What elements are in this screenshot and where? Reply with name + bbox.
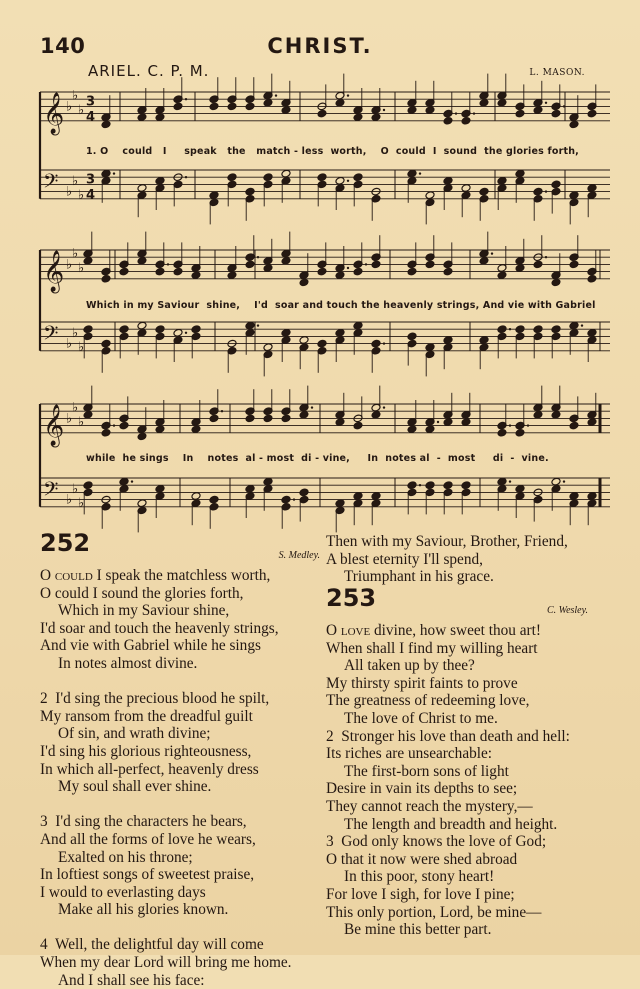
stanza-line: divine, how sweet thou art!	[370, 622, 541, 639]
note-head	[173, 102, 183, 111]
note-head	[569, 260, 579, 269]
stanza-line: My ransom from the dreadful guilt	[40, 707, 253, 725]
bass-clef-icon: 𝄢	[43, 321, 59, 350]
note-head	[443, 336, 453, 345]
note-head	[227, 271, 237, 280]
note-head	[407, 332, 417, 341]
time-signature-top: 3	[86, 172, 96, 188]
dot-mark	[383, 406, 385, 408]
dot-mark	[437, 421, 439, 423]
stanza-line: The first-born sons of light	[344, 762, 509, 780]
note-head	[281, 169, 291, 178]
note-head	[461, 418, 471, 427]
hymn-number: 253	[326, 584, 377, 612]
note-head	[209, 495, 219, 504]
note-head	[101, 120, 111, 129]
note-head	[515, 264, 525, 273]
note-head	[479, 98, 489, 107]
note-head	[407, 425, 417, 434]
note-head	[155, 325, 165, 334]
hymn-252-verses	[40, 585, 320, 989]
note-head	[461, 116, 471, 125]
note-head	[497, 176, 507, 185]
page-title: CHRIST.	[267, 34, 373, 58]
note-head	[371, 492, 381, 501]
note-head	[155, 176, 165, 185]
dot-mark	[131, 480, 133, 482]
dot-mark	[581, 324, 583, 326]
stanza-line: The love of Christ to me.	[344, 709, 498, 727]
note-head	[281, 106, 291, 115]
note-head	[281, 328, 291, 337]
note-head	[587, 418, 597, 427]
flat-sign-icon: ♭	[78, 340, 85, 356]
note-head	[317, 173, 327, 182]
dot-mark	[185, 98, 187, 100]
note-head	[173, 328, 183, 337]
score-lyric-line-3: while he sings In notes al - most di - vine, In notes al - most di - vine.	[86, 453, 549, 464]
hymn-252-continued	[326, 533, 606, 586]
stanza-line: I'd soar and touch the heavenly strings,	[40, 619, 279, 637]
hymn-253	[326, 584, 588, 939]
note-head	[119, 477, 129, 486]
dot-mark	[545, 102, 547, 104]
dot-mark	[293, 498, 295, 500]
dot-mark	[599, 495, 601, 497]
note-head	[569, 191, 579, 200]
note-head	[155, 113, 165, 122]
note-head	[101, 428, 111, 437]
dot-mark	[365, 263, 367, 265]
time-signature-top: 3	[86, 94, 96, 110]
score-lyric-line-2: Which in my Saviour shine, I'd soar and touch the heavenly strings, And vie with Gabriel	[86, 300, 596, 311]
note-head	[497, 271, 507, 280]
stanza-line: Be mine this better part.	[344, 921, 492, 939]
note-head	[155, 484, 165, 493]
note-head	[245, 321, 255, 330]
note-head	[335, 98, 345, 107]
dot-mark	[509, 328, 511, 330]
hymn-253-verses	[326, 640, 588, 939]
dot-mark	[167, 263, 169, 265]
flat-sign-icon: ♭	[66, 492, 73, 508]
stanza-line: When shall I find my willing heart	[326, 639, 538, 657]
note-head	[425, 425, 435, 434]
note-head	[263, 343, 273, 352]
note-head	[497, 477, 507, 486]
note-head	[533, 106, 543, 115]
note-head	[83, 481, 93, 490]
note-head	[101, 274, 111, 283]
dot-mark	[545, 256, 547, 258]
stanza-gap	[40, 673, 320, 691]
note-head	[245, 187, 255, 196]
stanza-line: The length and breadth and height.	[344, 815, 558, 833]
flat-sign-icon: ♭	[78, 188, 85, 204]
stanza-line: This only portion, Lord, be mine—	[326, 903, 542, 921]
bass-clef-icon: 𝄢	[43, 169, 59, 198]
note-head	[353, 421, 363, 430]
note-head	[191, 271, 201, 280]
note-head	[353, 321, 363, 330]
dot-mark	[473, 112, 475, 114]
dot-mark	[347, 94, 349, 96]
note-head	[353, 267, 363, 276]
stanza-line: O could I sound the glories forth,	[40, 584, 244, 602]
note-head	[137, 321, 147, 330]
stanza-line: And all the forms of love he wears,	[40, 830, 256, 848]
time-signature-bottom: 4	[86, 109, 96, 125]
note-head	[281, 256, 291, 265]
note-head	[515, 484, 525, 493]
note-head	[263, 414, 273, 423]
note-head	[101, 339, 111, 348]
note-head	[425, 343, 435, 352]
note-head	[299, 488, 309, 497]
note-head	[533, 325, 543, 334]
stanza-line: In this poor, stony heart!	[344, 868, 495, 886]
note-head	[227, 102, 237, 111]
dot-mark	[113, 172, 115, 174]
note-head	[335, 328, 345, 337]
note-head	[551, 109, 561, 118]
note-head	[299, 410, 309, 419]
note-head	[155, 425, 165, 434]
stanza-line: 4 Well, the delightful day will come	[40, 936, 264, 954]
stanza-gap	[40, 919, 320, 937]
note-head	[371, 410, 381, 419]
stanza-line: Exalted on his throne;	[58, 848, 193, 866]
dot-mark	[509, 424, 511, 426]
dot-mark	[257, 324, 259, 326]
stanza-line: I speak the matchless worth,	[92, 567, 271, 584]
flat-sign-icon: ♭	[78, 103, 85, 118]
flat-sign-icon: ♭	[66, 99, 73, 115]
stanza-line: 2 Stronger his love than death and hell:	[326, 727, 570, 745]
dot-mark	[185, 332, 187, 334]
dot-mark	[419, 172, 421, 174]
note-head	[137, 184, 147, 193]
note-head	[83, 325, 93, 334]
dot-mark	[185, 176, 187, 178]
note-head	[569, 120, 579, 129]
bass-clef-icon: 𝄢	[43, 477, 59, 506]
dot-mark	[311, 406, 313, 408]
note-head	[317, 109, 327, 118]
score-lyric-line-1: 1. O could I speak the match - less worth, O could I sound the glories forth,	[86, 146, 579, 157]
hymn-252	[40, 529, 320, 989]
note-head	[317, 267, 327, 276]
flat-sign-icon: ♭	[72, 173, 79, 189]
note-head	[263, 477, 273, 486]
note-head	[173, 267, 183, 276]
note-head	[569, 492, 579, 501]
stanza-line: In loftiest songs of sweetest praise,	[40, 866, 255, 884]
note-head	[227, 173, 237, 182]
note-head	[587, 274, 597, 283]
flat-sign-icon: ♭	[66, 257, 73, 273]
stanza-line: I would to everlasting days	[40, 883, 206, 901]
note-head	[587, 328, 597, 337]
dot-mark	[527, 424, 529, 426]
note-head	[263, 264, 273, 273]
dot-mark	[221, 410, 223, 412]
note-head	[569, 321, 579, 330]
stanza-line: 3 I'd sing the characters he bears,	[40, 813, 247, 831]
note-head	[515, 325, 525, 334]
stanza-line: 2 I'd sing the precious blood he spilt,	[40, 690, 270, 708]
stanza-line: A blest eternity I'll spend,	[326, 550, 483, 568]
note-head	[533, 260, 543, 269]
stanza-line: And I shall see his face:	[58, 971, 205, 989]
stanza-line: For love I sigh, for love I pine;	[326, 885, 515, 903]
note-head	[209, 191, 219, 200]
note-head	[191, 325, 201, 334]
note-head	[371, 339, 381, 348]
stanza-line: They cannot reach the mystery,—	[326, 797, 533, 815]
note-head	[281, 495, 291, 504]
flat-sign-icon: ♭	[78, 415, 85, 430]
note-head	[479, 336, 489, 345]
note-head	[461, 481, 471, 490]
note-head	[587, 184, 597, 193]
note-head	[101, 169, 111, 178]
note-head	[335, 271, 345, 280]
stanza-line: In notes almost divine.	[58, 654, 198, 672]
treble-clef-icon: 𝄞	[43, 92, 65, 134]
flat-sign-icon: ♭	[72, 481, 79, 497]
note-head	[371, 113, 381, 122]
stanza-line: All taken up by thee?	[344, 657, 475, 675]
note-head	[245, 260, 255, 269]
stanza-line: Triumphant in his grace.	[344, 568, 494, 586]
dot-mark	[347, 180, 349, 182]
hymn-number: 252	[40, 529, 91, 557]
flat-sign-icon: ♭	[66, 184, 73, 200]
note-head	[299, 336, 309, 345]
note-head	[479, 187, 489, 196]
dot-mark	[491, 252, 493, 254]
note-head	[425, 106, 435, 115]
flat-sign-icon: ♭	[72, 400, 79, 416]
stanza-line: In which all-perfect, heavenly dress	[40, 760, 259, 778]
dot-mark	[113, 424, 115, 426]
note-head	[335, 499, 345, 508]
page-number: 140	[40, 34, 86, 58]
dot-mark	[347, 267, 349, 269]
note-head	[407, 106, 417, 115]
stanza-line: Then with my Saviour, Brother, Friend,	[326, 533, 568, 550]
note-head	[425, 260, 435, 269]
note-head	[317, 339, 327, 348]
stanza-lead: O could	[40, 567, 93, 584]
stanza-gap	[40, 796, 320, 814]
flat-sign-icon: ♭	[72, 246, 79, 262]
note-head	[119, 267, 129, 276]
note-head	[281, 414, 291, 423]
note-head	[497, 325, 507, 334]
stanza-line: O that it now were shed abroad	[326, 850, 518, 868]
dot-mark	[419, 484, 421, 486]
note-head	[515, 428, 525, 437]
stanza-line: I'd sing his glorious righteousness,	[40, 742, 252, 760]
dot-mark	[455, 112, 457, 114]
note-head	[587, 109, 597, 118]
note-head	[569, 421, 579, 430]
note-head	[407, 169, 417, 178]
note-head	[353, 113, 363, 122]
note-head	[245, 102, 255, 111]
time-signature-bottom: 4	[86, 187, 96, 203]
note-head	[407, 481, 417, 490]
flat-sign-icon: ♭	[78, 261, 85, 276]
note-head	[443, 116, 453, 125]
dot-mark	[509, 480, 511, 482]
note-head	[335, 418, 345, 427]
hymn-author: S. Medley.	[278, 550, 320, 561]
note-head	[425, 481, 435, 490]
stanza-line: Desire in vain its depths to see;	[326, 780, 518, 798]
note-head	[425, 191, 435, 200]
note-head	[407, 267, 417, 276]
note-head	[191, 425, 201, 434]
tune-name: ARIEL. C. P. M.	[88, 62, 210, 80]
stanza-line: The greatness of redeeming love,	[326, 692, 530, 710]
note-head	[443, 267, 453, 276]
note-head	[515, 169, 525, 178]
hymn-author: C. Wesley.	[546, 605, 588, 616]
dot-mark	[599, 414, 601, 416]
note-head	[371, 260, 381, 269]
composer: L. MASON.	[529, 68, 585, 78]
stanza-line: My thirsty spirit faints to prove	[326, 674, 518, 692]
note-head	[551, 278, 561, 287]
note-head	[245, 484, 255, 493]
note-head	[335, 176, 345, 185]
note-head	[263, 98, 273, 107]
note-head	[209, 102, 219, 111]
note-head	[587, 492, 597, 501]
stanza-line: Of sin, and wrath divine;	[58, 725, 211, 743]
dot-mark	[563, 480, 565, 482]
stanza-line: Its riches are unsearchable:	[326, 745, 493, 763]
note-head	[299, 278, 309, 287]
note-head	[515, 109, 525, 118]
note-head	[551, 410, 561, 419]
stanza-line: When my dear Lord will bring me home.	[40, 954, 292, 972]
stanza-lead: O love	[326, 622, 371, 639]
hymn-252-continued-verses	[326, 533, 606, 586]
note-head	[119, 421, 129, 430]
treble-clef-icon: 𝄞	[43, 250, 65, 292]
note-head	[137, 499, 147, 508]
note-head	[533, 187, 543, 196]
note-head	[137, 113, 147, 122]
dot-mark	[545, 190, 547, 192]
dot-mark	[275, 94, 277, 96]
note-head	[533, 410, 543, 419]
note-head	[155, 267, 165, 276]
note-head	[551, 477, 561, 486]
stanza-line: Make all his glories known.	[58, 901, 229, 919]
note-head	[119, 325, 129, 334]
flat-sign-icon: ♭	[72, 88, 79, 104]
flat-sign-icon: ♭	[72, 325, 79, 341]
note-head	[353, 173, 363, 182]
flat-sign-icon: ♭	[66, 411, 73, 427]
note-head	[443, 418, 453, 427]
note-head	[443, 176, 453, 185]
note-head	[209, 414, 219, 423]
dot-mark	[563, 105, 565, 107]
note-head	[461, 184, 471, 193]
stanza-line: Which in my Saviour shine,	[58, 602, 230, 620]
note-head	[137, 256, 147, 265]
note-head	[245, 414, 255, 423]
note-head	[551, 180, 561, 189]
stanza-line: And vie with Gabriel while he sings	[40, 637, 261, 655]
note-head	[353, 492, 363, 501]
dot-mark	[383, 342, 385, 344]
note-head	[83, 410, 93, 419]
note-head	[191, 492, 201, 501]
note-head	[497, 428, 507, 437]
stanza-line: My soul shall ever shine.	[58, 778, 212, 796]
note-head	[479, 256, 489, 265]
dot-mark	[257, 256, 259, 258]
note-head	[551, 325, 561, 334]
note-head	[443, 481, 453, 490]
note-head	[263, 173, 273, 182]
note-head	[83, 256, 93, 265]
note-head	[137, 432, 147, 441]
stanza-line: 3 God only knows the love of God;	[326, 833, 547, 851]
treble-clef-icon: 𝄞	[43, 404, 65, 446]
flat-sign-icon: ♭	[66, 336, 73, 352]
dot-mark	[383, 109, 385, 111]
flat-sign-icon: ♭	[78, 496, 85, 512]
note-head	[497, 98, 507, 107]
